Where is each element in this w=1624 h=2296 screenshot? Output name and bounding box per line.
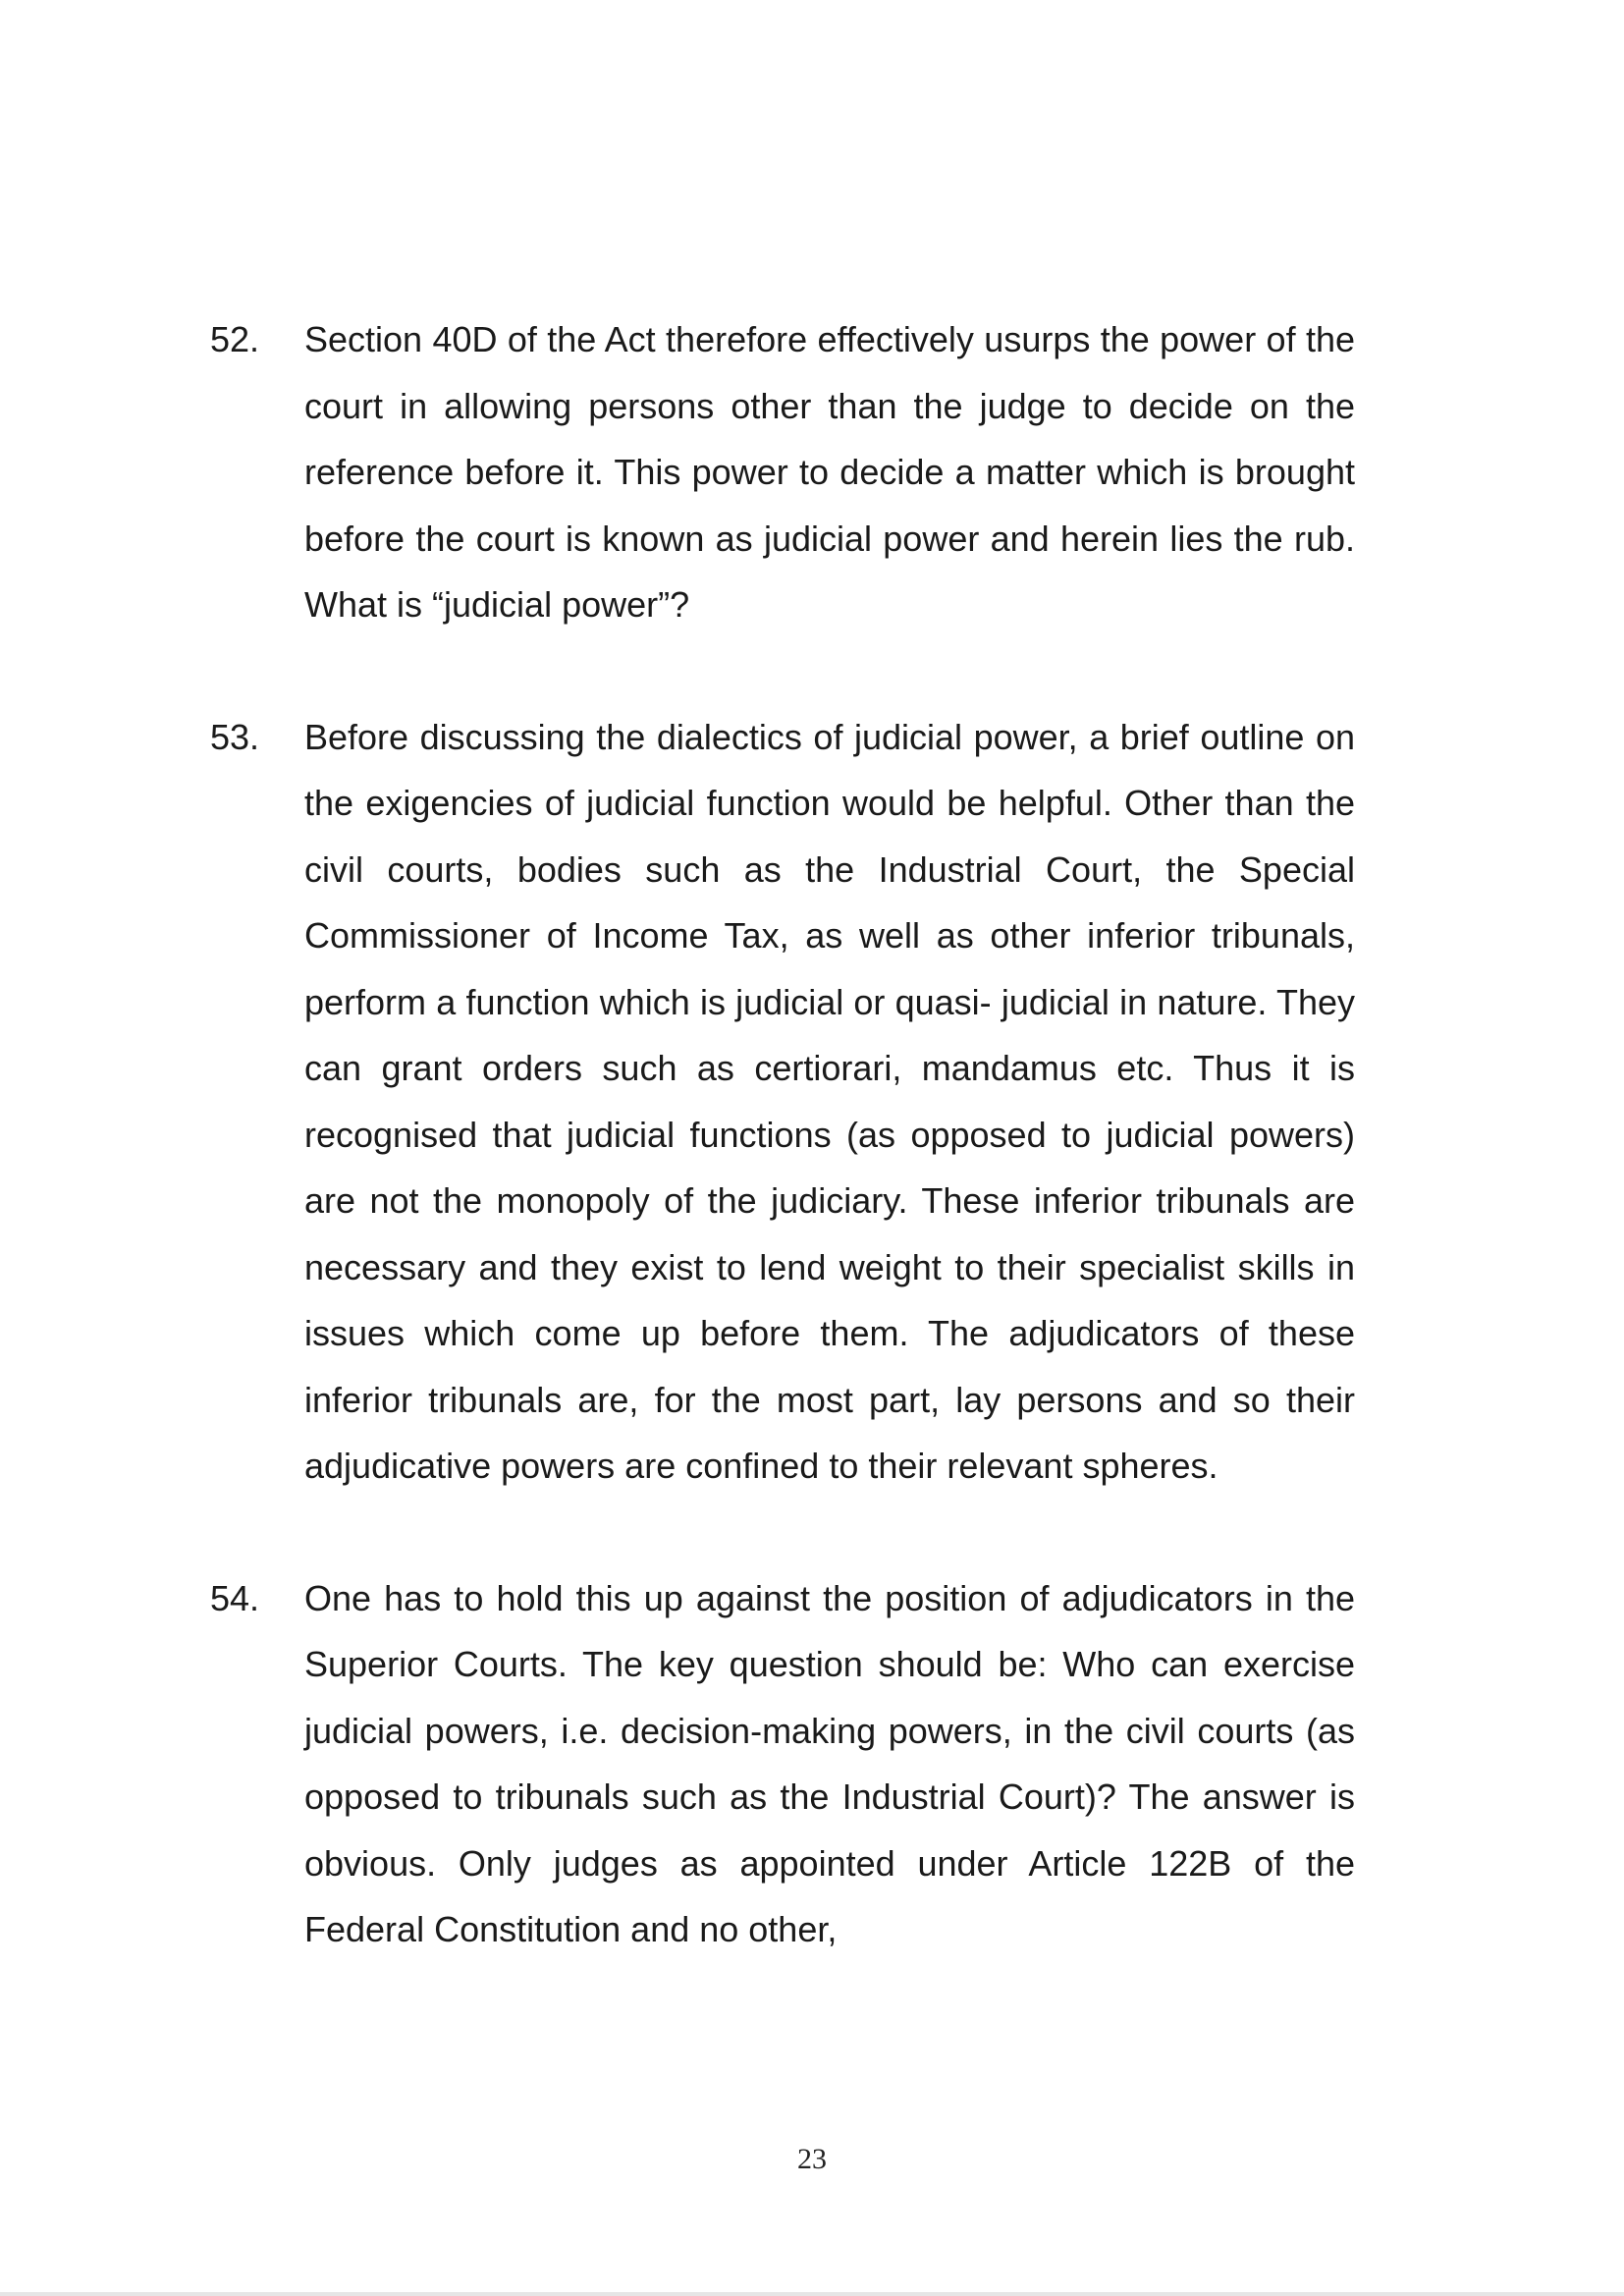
paragraph-list (210, 306, 1355, 2029)
paragraph-53 (210, 704, 1355, 1500)
paragraph-text: Section 40D of the Act therefore effectively usurps the power of the court in allowing persons other than the judge to decide on the reference before it. This power to decide a matter which is brought before the court is known as judicial power and herein lies the rub. What is “judicial power”? (304, 319, 1355, 625)
paragraph-54 (210, 1565, 1355, 1963)
paragraph-text: Before discussing the dialectics of judicial power, a brief outline on the exigencies of judicial function would be helpful. Other than the civil courts, bodies such as the Industrial Court, the Special Commissioner of Income Tax, as well as other inferior tribunals, perform a function which is judicial or quasi- judicial in nature. They can grant orders such as certiorari, mandamus etc. Thus it is recognised that judicial functions (as opposed to judicial powers) are not the monopoly of the judiciary. These inferior tribunals are necessary and they exist to lend weight to their specialist skills in issues which come up before them. The adjudicators of these inferior tribunals are, for the most part, lay persons and so their adjudicative powers are confined to their relevant spheres. (304, 716, 1355, 1486)
page-number: 23 (797, 2143, 827, 2175)
paragraph-52 (210, 306, 1355, 638)
paragraph-number: 52. (210, 319, 260, 359)
scan-edge (0, 2292, 1624, 2296)
paragraph-text: One has to hold this up against the position of adjudicators in the Superior Courts. The key question should be: Who can exercise judicial powers, i.e. decision-making powers, in the civil courts (as opposed to tribunals such as the Industrial Court)? The answer is obvious. Only judges as appointed under Article 122B of the Federal Constitution and no other, (304, 1577, 1355, 1949)
paragraph-number: 53. (210, 716, 260, 757)
paragraph-number: 54. (210, 1577, 260, 1618)
